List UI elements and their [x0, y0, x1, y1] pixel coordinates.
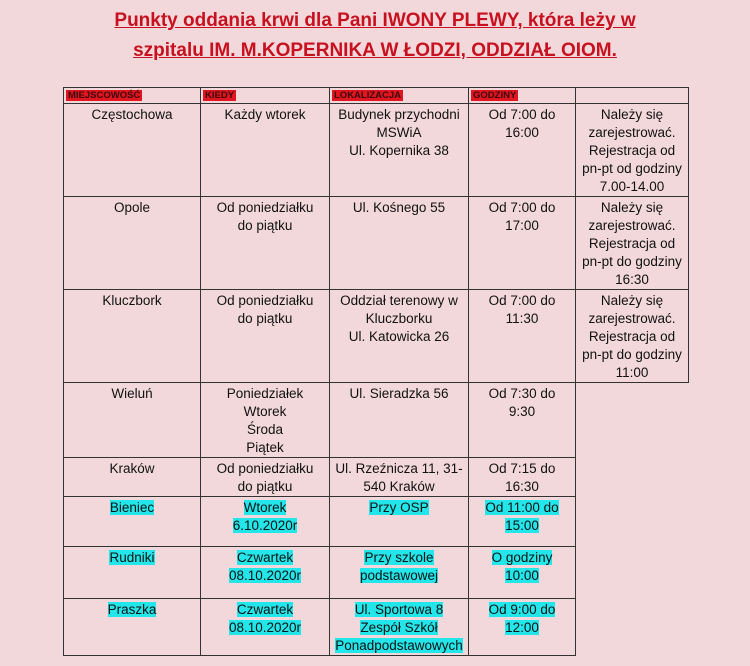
cell-place	[64, 197, 201, 290]
cell-location-line: Budynek przychodni	[338, 107, 460, 122]
cell-location-line: Ul. Sportowa 8	[354, 602, 444, 617]
cell-when-line: Od poniedziałku	[216, 461, 314, 476]
cell-hours-line: 11:30	[505, 311, 539, 326]
cell-note-line: zarejestrować.	[588, 311, 676, 326]
cell-note-line: zarejestrować.	[588, 218, 676, 233]
table-row	[64, 104, 689, 197]
cell-note	[576, 197, 689, 290]
cell-hours	[469, 547, 576, 599]
cell-note-line: Rejestracja od	[588, 329, 676, 344]
table-row	[64, 458, 689, 497]
cell-note	[576, 383, 689, 458]
cell-when-line: do piątku	[237, 218, 293, 233]
table-row	[64, 290, 689, 383]
cell-place-line: Częstochowa	[91, 107, 173, 122]
cell-location	[330, 497, 469, 547]
cell-hours	[469, 104, 576, 197]
cell-hours-line: Od 11:00 do	[485, 500, 559, 515]
cell-when	[201, 458, 330, 497]
cell-location-line: Kluczborku	[365, 311, 433, 326]
table-header-row	[64, 88, 689, 104]
cell-location	[330, 547, 469, 599]
cell-place-line: Kraków	[109, 461, 155, 476]
cell-when	[201, 497, 330, 547]
cell-location-line: Przy OSP	[369, 500, 429, 515]
cell-hours-line: 9:30	[508, 404, 536, 419]
cell-place	[64, 497, 201, 547]
header-when: KIEDY	[201, 88, 330, 104]
cell-place	[64, 104, 201, 197]
cell-hours-line: 15:00	[505, 518, 539, 533]
cell-location	[330, 197, 469, 290]
cell-hours-line: 12:00	[505, 620, 539, 635]
cell-location-line: Ul. Rzeźnicza 11, 31-	[335, 461, 463, 476]
cell-hours	[469, 599, 576, 656]
table-row	[64, 383, 689, 458]
cell-hours-line: Od 7:15 do	[488, 461, 556, 476]
cell-location-line: Oddział terenowy w	[340, 293, 458, 308]
cell-hours	[469, 383, 576, 458]
table-row	[64, 547, 689, 599]
cell-place-line: Opole	[113, 200, 151, 215]
blood-donation-table	[63, 87, 689, 656]
cell-when	[201, 197, 330, 290]
cell-hours-line: Od 7:00 do	[488, 200, 556, 215]
title-line-2: szpitalu IM. M.KOPERNIKA W ŁODZI, ODDZIAŁ OIOM.	[133, 40, 617, 61]
cell-hours-line: O godziny	[491, 550, 553, 565]
cell-when-line: Piątek	[246, 440, 284, 455]
cell-when	[201, 383, 330, 458]
cell-note	[576, 497, 689, 547]
cell-note	[576, 458, 689, 497]
cell-location-line: 540 Kraków	[363, 479, 435, 494]
cell-hours-line: 16:30	[505, 479, 539, 494]
cell-when	[201, 547, 330, 599]
cell-note-line: 7.00-14.00	[599, 179, 665, 194]
cell-when	[201, 104, 330, 197]
cell-note	[576, 547, 689, 599]
cell-note-line: Należy się	[600, 293, 664, 308]
cell-when-line: do piątku	[237, 479, 293, 494]
cell-note-line: pn-pt od godziny	[582, 161, 682, 176]
cell-place	[64, 458, 201, 497]
cell-hours	[469, 197, 576, 290]
cell-location	[330, 290, 469, 383]
cell-place	[64, 599, 201, 656]
cell-note-line: pn-pt do godziny	[582, 347, 682, 362]
cell-place-line: Praszka	[107, 602, 157, 617]
cell-location	[330, 104, 469, 197]
table-row	[64, 599, 689, 656]
cell-note-line: Rejestracja od	[588, 143, 676, 158]
cell-place-line: Wieluń	[111, 386, 153, 401]
cell-when-line: Od poniedziałku	[216, 293, 314, 308]
cell-location-line: Ul. Sieradzka 56	[349, 386, 449, 401]
cell-hours-line: 10:00	[505, 568, 539, 583]
cell-location-line: podstawowej	[359, 568, 439, 583]
cell-location	[330, 458, 469, 497]
cell-when-line: Poniedziałek	[226, 386, 304, 401]
cell-place	[64, 383, 201, 458]
cell-when-line: Czwartek	[236, 550, 294, 565]
cell-note	[576, 599, 689, 656]
cell-when	[201, 290, 330, 383]
cell-hours	[469, 458, 576, 497]
cell-when-line: Od poniedziałku	[216, 200, 314, 215]
cell-location-line: Ul. Kośnego 55	[352, 200, 446, 215]
cell-when	[201, 599, 330, 656]
header-location: LOKALIZACJA	[330, 88, 469, 104]
cell-place	[64, 547, 201, 599]
cell-hours	[469, 290, 576, 383]
cell-when-line: 08.10.2020r	[228, 568, 302, 583]
cell-note-line: pn-pt do godziny	[582, 254, 682, 269]
cell-note-line: Rejestracja od	[588, 236, 676, 251]
cell-place	[64, 290, 201, 383]
cell-hours	[469, 497, 576, 547]
cell-when-line: Wtorek	[243, 500, 287, 515]
cell-when-line: Wtorek	[243, 404, 287, 419]
cell-place-line: Bieniec	[109, 500, 155, 515]
cell-place-line: Rudniki	[109, 550, 155, 565]
cell-note-line: 11:00	[615, 365, 649, 380]
cell-location	[330, 383, 469, 458]
cell-hours-line: Od 7:00 do	[488, 293, 556, 308]
cell-location-line: Zespół Szkół	[360, 620, 438, 635]
title-line-1: Punkty oddania krwi dla Pani IWONY PLEWY, która leży w	[114, 10, 636, 31]
table-row	[64, 197, 689, 290]
cell-when-line: 08.10.2020r	[228, 620, 302, 635]
cell-note-line: zarejestrować.	[588, 125, 676, 140]
cell-location-line: MSWiA	[376, 125, 422, 140]
cell-hours-line: Od 7:30 do	[488, 386, 556, 401]
cell-location-line: Przy szkole	[364, 550, 434, 565]
cell-location	[330, 599, 469, 656]
cell-note	[576, 290, 689, 383]
cell-note-line: 16:30	[615, 272, 649, 287]
cell-when-line: Każdy wtorek	[224, 107, 306, 122]
cell-note-line: Należy się	[600, 200, 664, 215]
cell-note-line: Należy się	[600, 107, 664, 122]
header-place: MIEJSCOWOŚĆ	[64, 88, 201, 104]
cell-when-line: Czwartek	[236, 602, 294, 617]
cell-location-line: Ponadpodstawowych	[335, 638, 463, 653]
cell-when-line: Środa	[246, 422, 284, 437]
cell-place-line: Kluczbork	[102, 293, 162, 308]
cell-hours-line: Od 7:00 do	[488, 107, 556, 122]
cell-hours-line: 17:00	[505, 218, 539, 233]
header-hours: GODZINY	[469, 88, 576, 104]
cell-hours-line: Od 9:00 do	[488, 602, 556, 617]
page-title	[0, 0, 750, 66]
table-row	[64, 497, 689, 547]
cell-when-line: do piątku	[237, 311, 293, 326]
header-note	[576, 88, 689, 104]
cell-note	[576, 104, 689, 197]
cell-location-line: Ul. Katowicka 26	[348, 329, 450, 344]
cell-hours-line: 16:00	[505, 125, 539, 140]
cell-when-line: 6.10.2020r	[232, 518, 298, 533]
cell-location-line: Ul. Kopernika 38	[349, 143, 449, 158]
